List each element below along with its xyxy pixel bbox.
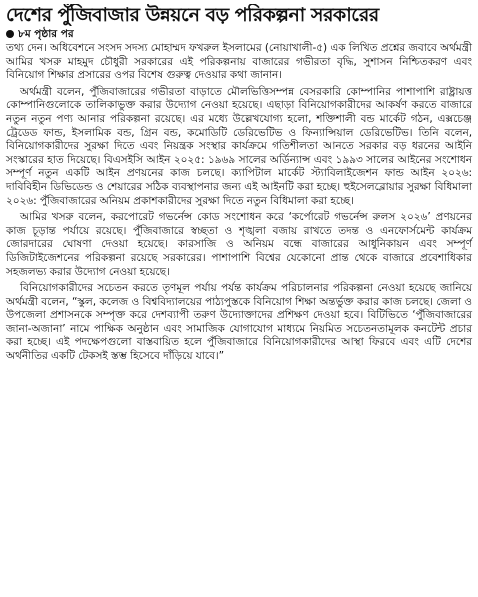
article-body — [6, 42, 472, 364]
continued-from-label — [6, 27, 472, 41]
continued-from-text: ৮ম পৃষ্ঠার পর — [18, 28, 74, 40]
article-paragraph: তথ্য দেন। অধিবেশনে সংসদ সদস্য মোহাম্মদ ফখরুল ইসলামের (নোয়াখালী-৫) এক লিখিত প্রশ্নের জবাবে অর্থমন্ত্রী আমির খসরু মাহমুদ চৌধুরী সরকারের এই পরিকল্পনায় বাজারের গভীরতা বৃদ্ধি, সুশাসন নিশ্চিতকরণ এবং বিনিয়োগ শিক্ষার প্রসারের ওপর বিশেষ গুরুত্ব দেওয়ার কথা জানান। — [6, 42, 472, 82]
article-paragraph: বিনিয়োগকারীদের সচেতন করতে তৃণমূল পর্যায় পর্যন্ত কার্যক্রম পরিচালনার পরিকল্পনা নেওয়া হয়েছে জানিয়ে অর্থমন্ত্রী বলেন, “স্কুল, কলেজ ও বিশ্ববিদ্যালয়ের পাঠ্যপুস্তকে বিনিয়োগ শিক্ষা অন্তর্ভুক্ত করার কাজ চলছে। জেলা ও উপজেলা প্রশাসনকে সম্পৃক্ত করে দেশব্যাপী তরুণ উদ্যোক্তাদের প্রশিক্ষণ দেওয়া হবে। বিটিভিতে ‘পুঁজিবাজারের জানা-অজানা’ নামে পাক্ষিক অনুষ্ঠান এবং সামাজিক যোগাযোগ মাধ্যমে নিয়মিত সচেতনতামূলক কনটেন্ট প্রচার করা হচ্ছে। এই পদক্ষেপগুলো বাস্তবায়িত হলে পুঁজিবাজারে বিনিয়োগকারীদের আস্থা ফিরবে এবং এটি দেশের অর্থনীতির একটি টেকসই স্তম্ভ হিসেবে দাঁড়িয়ে যাবে।” — [6, 282, 472, 363]
article-paragraph: আমির খসরু বলেন, করপোরেট গভর্নেন্স কোড সংশোধন করে ‘কর্পোরেট গভর্নেন্স রুলস ২০২৬’ প্রণয়নের কাজ চূড়ান্ত পর্যায়ে রয়েছে। পুঁজিবাজারে স্বচ্ছতা ও শৃঙ্খলা বজায় রাখতে তদন্ত ও এনফোর্সমেন্ট কার্যক্রম জোরদারের ঘোষণা দেওয়া হয়েছে। কারসাজি ও অনিয়ম বন্ধে বাজারের আধুনিকায়ন এবং সম্পূর্ণ ডিজিটাইজেশনের পরিকল্পনা রয়েছে সরকারের। পাশাপাশি বিশ্বের যেকোনো প্রান্ত থেকে বাজারে প্রবেশাধিকার সহজলভ্য করার উদ্যোগ নেওয়া হয়েছে। — [6, 211, 472, 278]
article-headline: দেশের পুঁজিবাজার উন্নয়নে বড় পরিকল্পনা সরকারের — [6, 4, 379, 26]
bullet-icon — [6, 30, 14, 38]
article-paragraph: অর্থমন্ত্রী বলেন, পুঁজিবাজারের গভীরতা বাড়াতে মৌলভিত্তিসম্পন্ন বেসরকারি কোম্পানির পাশাপাশি রাষ্ট্রায়ত্ত কোম্পানিগুলোকে তালিকাভুক্ত করার উদ্যোগ নেওয়া হয়েছে। এছাড়া বিনিয়োগকারীদের আকর্ষণ করতে বাজারে নতুন নতুন পণ্য আনার পরিকল্পনা রয়েছে। এর মধ্যে উল্লেখযোগ্য হলো, শক্তিশালী বন্ড মার্কেট গঠন, এক্সচেঞ্জ ট্রেডেড ফান্ড, ইসলামিক বন্ড, গ্রিন বন্ড, কমোডিটি ডেরিভেটিভ ও ফিন্যান্সিয়াল ডেরিভেটিভ। তিনি বলেন, বিনিয়োগকারীদের সুরক্ষা দিতে এবং নিয়ন্ত্রক সংস্থার কার্যক্রমে গতিশীলতা আনতে সরকার বড় ধরনের আইনি সংস্কারের হাত দিয়েছে। বিএসইসি আইন ২০২৫: ১৯৬৯ সালের অর্ডিন্যান্স এবং ১৯৯৩ সালের আইনের সংশোধন সম্পূর্ণ নতুন একটি আইন প্রণয়নের কাজ চলছে। ক্যাপিটাল মার্কেট স্ট্যাবিলাইজেশন ফান্ড আইন ২০২৬: দাবিবিহীন ডিভিডেন্ড ও শেয়ারের সঠিক ব্যবস্থাপনার জন্য এই আইনটি করা হচ্ছে। হুইসেলব্লোয়ার সুরক্ষা বিধিমালা ২০২৬: পুঁজিবাজারের অনিয়ম প্রকাশকারীদের সুরক্ষা দিতে নতুন বিধিমালা করা হচ্ছে। — [6, 85, 472, 207]
